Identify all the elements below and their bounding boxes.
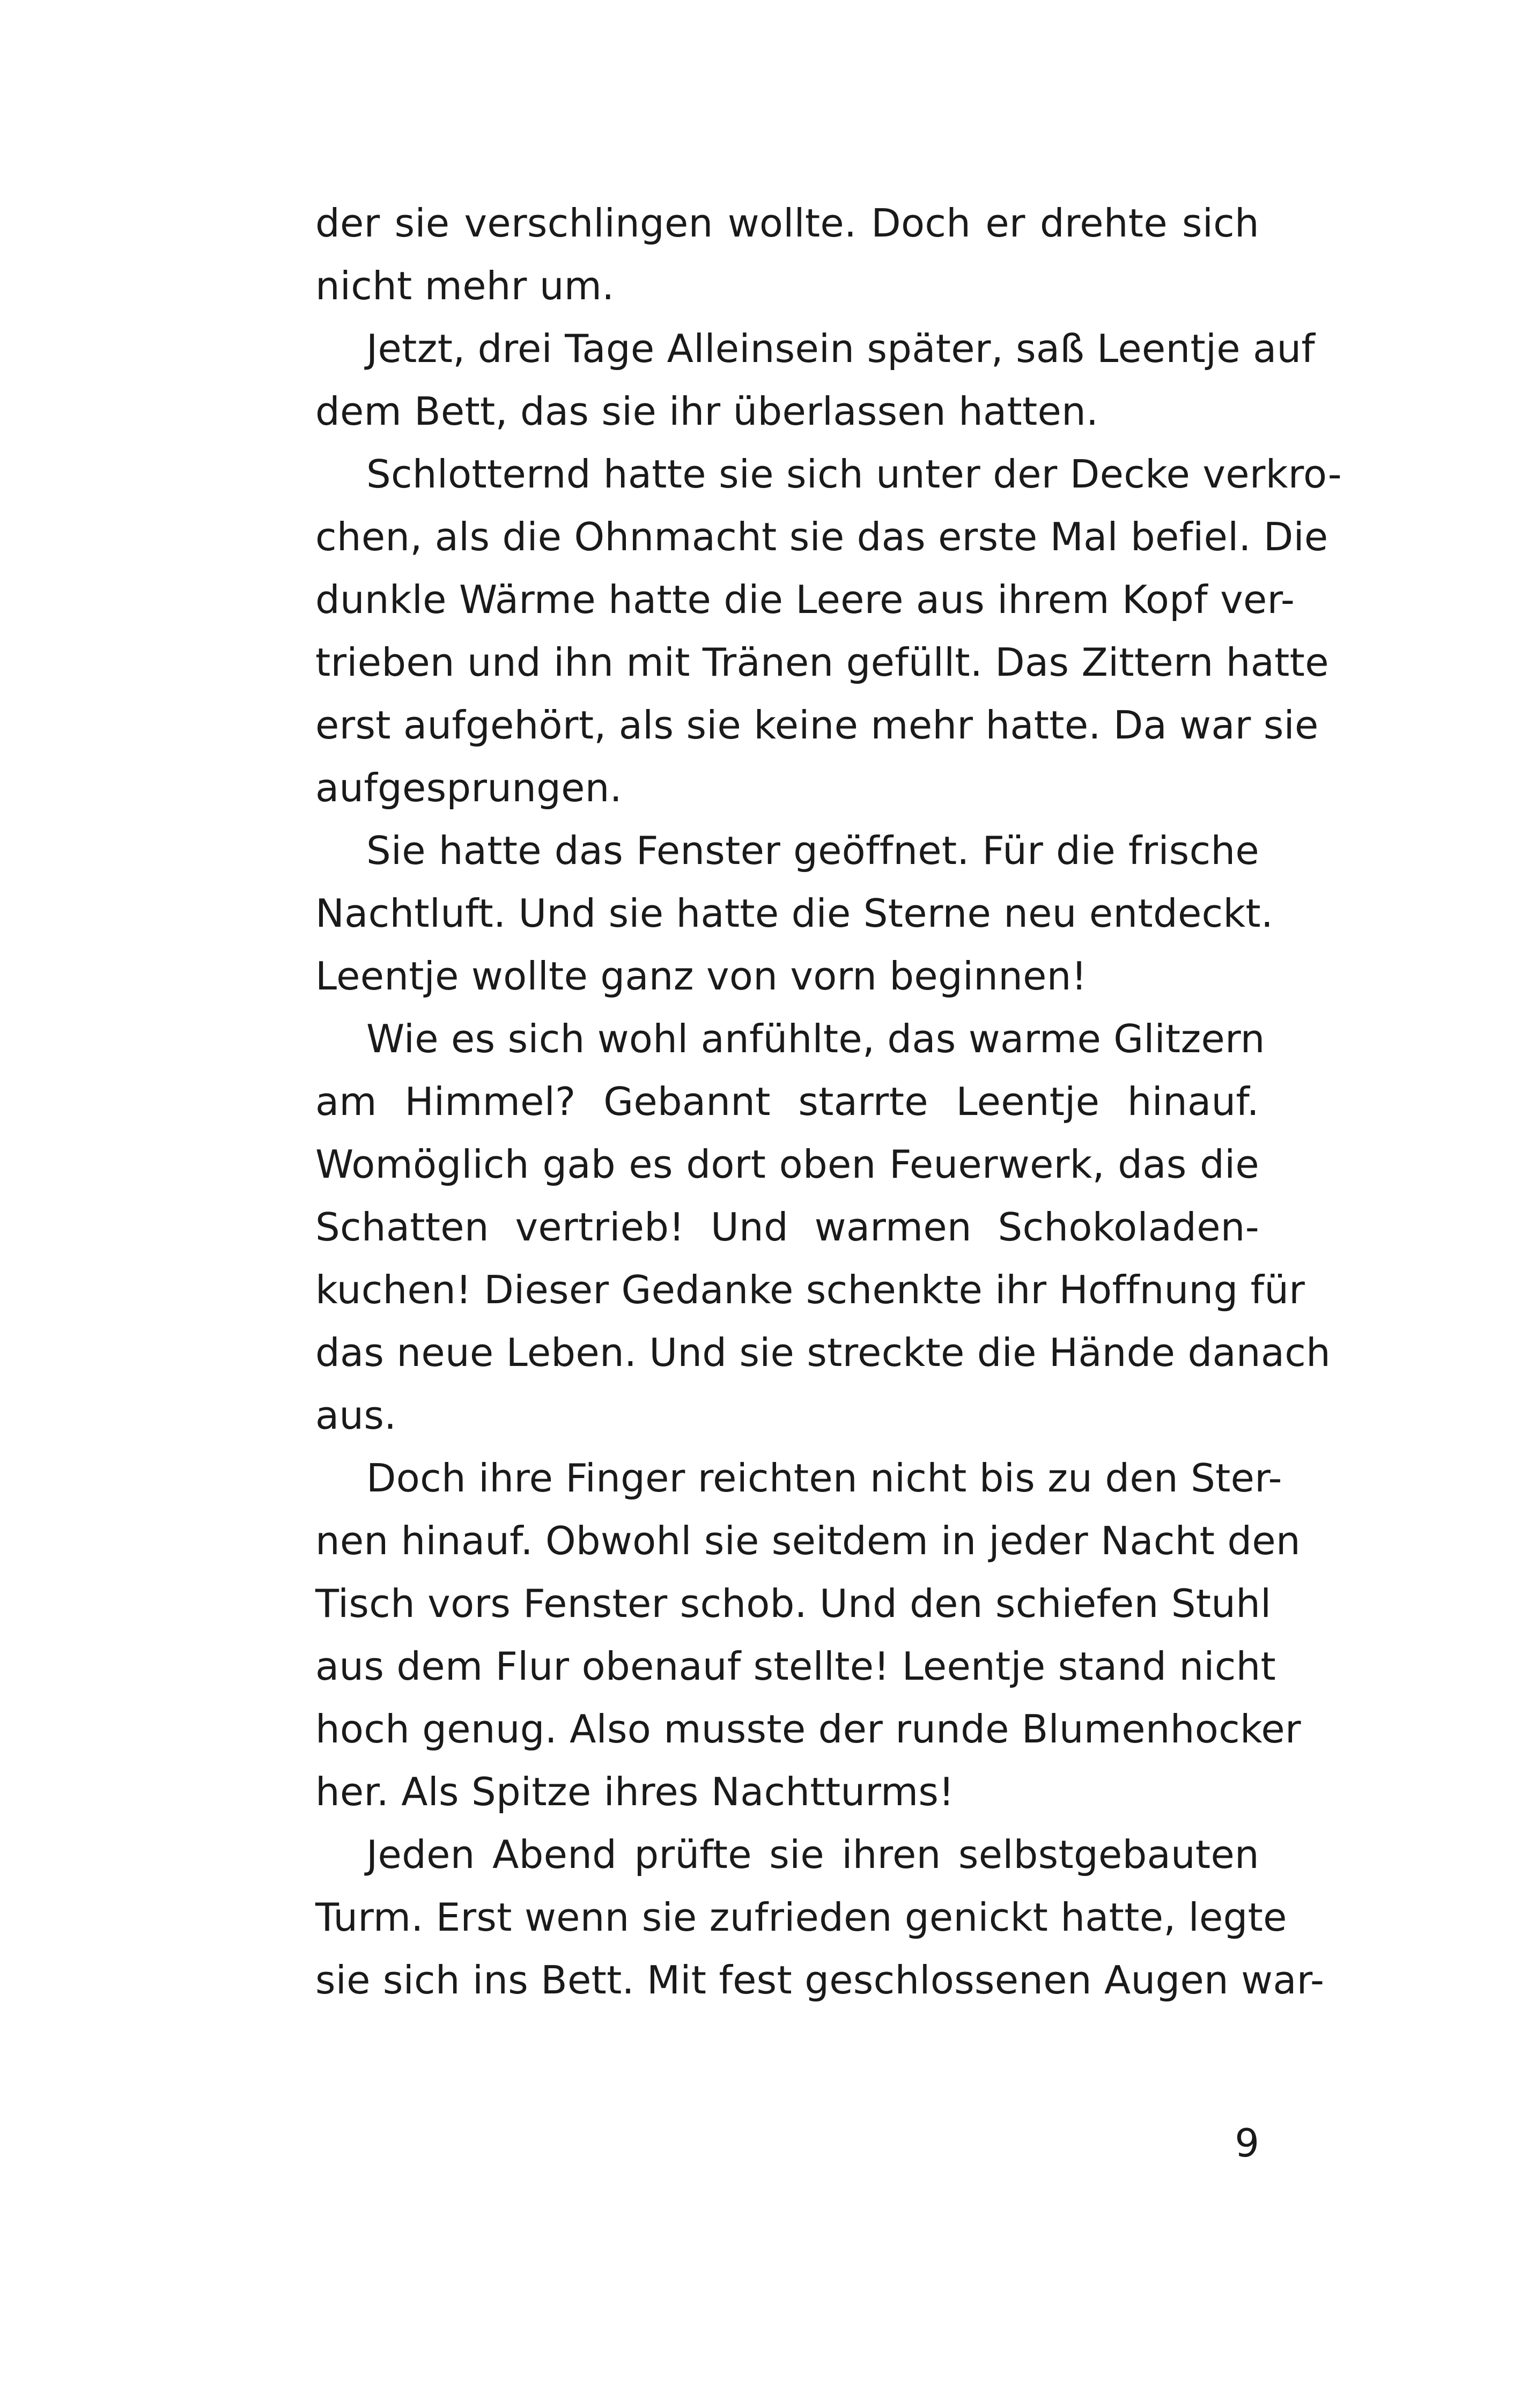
text-line: hoch genug. Also musste der runde Blumenhocker xyxy=(315,1707,1301,1752)
text-line: das neue Leben. Und sie streckte die Hände danach xyxy=(315,1330,1331,1375)
paragraph xyxy=(315,1447,1301,1823)
paragraph xyxy=(315,317,1316,443)
text-line: Nachtluft. Und sie hatte die Sterne neu entdeckt. xyxy=(315,891,1274,936)
paragraph xyxy=(315,443,1342,819)
body-text xyxy=(315,192,1342,2012)
text-line: der sie verschlingen wollte. Doch er drehte sich xyxy=(315,201,1259,246)
text-line: her. Als Spitze ihres Nachtturms! xyxy=(315,1769,955,1814)
text-line: nicht mehr um. xyxy=(315,263,615,308)
text-line: Jetzt, drei Tage Alleinsein später, saß Leentje auf xyxy=(366,326,1316,371)
paragraph xyxy=(315,192,1259,317)
text-line: Doch ihre Finger reichten nicht bis zu den Ster- xyxy=(366,1456,1282,1501)
text-line: chen, als die Ohnmacht sie das erste Mal befiel. Die xyxy=(315,514,1328,559)
text-line: Schatten vertrieb! Und warmen Schokoladen- xyxy=(315,1205,1259,1250)
text-line: am Himmel? Gebannt starrte Leentje hinauf. xyxy=(315,1079,1259,1124)
text-line: Wie es sich wohl anfühlte, das warme Glitzern xyxy=(366,1016,1265,1061)
paragraph xyxy=(315,819,1274,1008)
text-line: Womöglich gab es dort oben Feuerwerk, das die xyxy=(315,1142,1259,1187)
text-line: Turm. Erst wenn sie zufrieden genickt hatte, legte xyxy=(315,1895,1287,1940)
text-line: aus. xyxy=(315,1393,397,1438)
text-line: dem Bett, das sie ihr überlassen hatten. xyxy=(315,389,1099,434)
text-line: Sie hatte das Fenster geöffnet. Für die frische xyxy=(366,828,1259,873)
text-line: aus dem Flur obenauf stellte! Leentje stand nicht xyxy=(315,1644,1276,1689)
page-number: 9 xyxy=(1235,2121,1259,2166)
text-line: nen hinauf. Obwohl sie seitdem in jeder Nacht den xyxy=(315,1518,1301,1563)
text-line: Schlotternd hatte sie sich unter der Decke verkro- xyxy=(366,452,1342,497)
text-line: kuchen! Dieser Gedanke schenkte ihr Hoffnung für xyxy=(315,1267,1305,1312)
paragraph xyxy=(315,1823,1325,2012)
paragraph xyxy=(315,1008,1331,1447)
text-line: Jeden Abend prüfte sie ihren selbstgebauten xyxy=(366,1832,1259,1877)
text-line: Leentje wollte ganz von vorn beginnen! xyxy=(315,954,1087,999)
text-line: trieben und ihn mit Tränen gefüllt. Das Zittern hatte xyxy=(315,640,1329,685)
text-line: aufgesprungen. xyxy=(315,765,622,810)
text-line: dunkle Wärme hatte die Leere aus ihrem Kopf ver- xyxy=(315,577,1295,622)
text-line: Tisch vors Fenster schob. Und den schiefen Stuhl xyxy=(315,1581,1272,1626)
text-line: sie sich ins Bett. Mit fest geschlossenen Augen war- xyxy=(315,1958,1325,2003)
text-line: erst aufgehört, als sie keine mehr hatte. Da war sie xyxy=(315,703,1319,748)
